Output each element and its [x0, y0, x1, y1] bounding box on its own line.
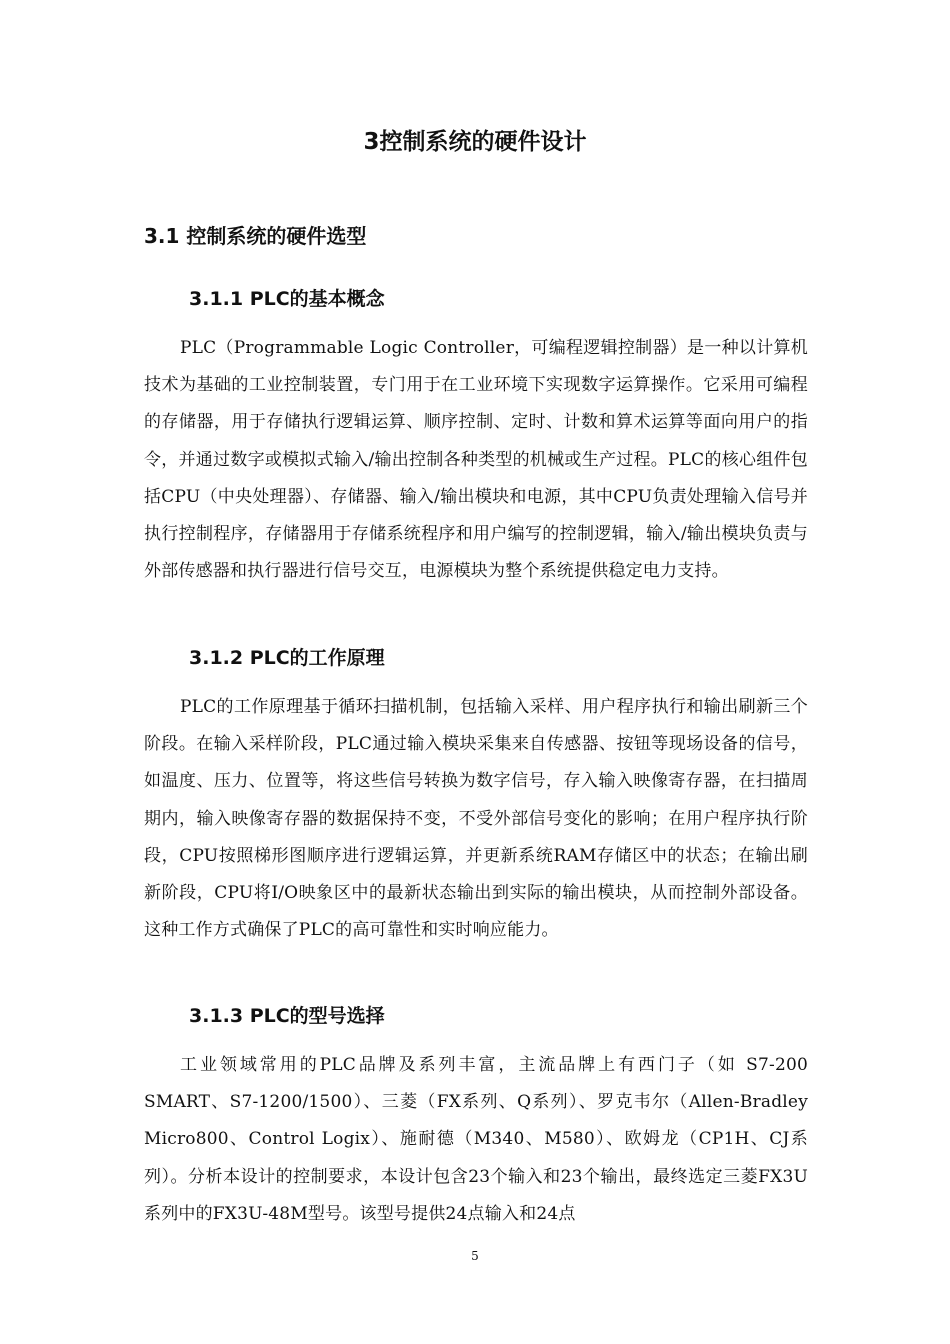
chapter-title: 3控制系统的硬件设计 [363, 129, 587, 155]
subsection-heading-3-1-1: 3.1.1 PLC的基本概念 [189, 288, 385, 310]
paragraph-plc-working-principle: PLC的工作原理基于循环扫描机制，包括输入采样、用户程序执行和输出刷新三个阶段。在输入采样阶段，PLC通过输入模块采集来自传感器、按钮等现场设备的信号，如温度、压力、位置等，将这些信号转换为数字信号，存入输入映像寄存器，在扫描周期内，输入映像寄存器的数据保持不变，不受外部信号变化的影响；在用户程序执行阶段，CPU按照梯形图顺序进行逻辑运算，并更新系统RAM存储区中的状态；在输出刷新阶段，CPU将I/O映象区中的最新状态输出到实际的输出模块，从而控制外部设备。这种工作方式确保了PLC的高可靠性和实时响应能力。 [144, 697, 808, 941]
section-heading: 3.1 控制系统的硬件选型 [144, 224, 367, 248]
subsection-heading-3-1-3: 3.1.3 PLC的型号选择 [189, 1005, 385, 1027]
paragraph-plc-basic-concept: PLC（Programmable Logic Controller，可编程逻辑控制器）是一种以计算机技术为基础的工业控制装置，专门用于在工业环境下实现数字运算操作。它采用可编程的存储器，用于存储执行逻辑运算、顺序控制、定时、计数和算术运算等面向用户的指令，并通过数字或模拟式输入/输出控制各种类型的机械或生产过程。PLC的核心组件包括CPU（中央处理器）、存储器、输入/输出模块和电源，其中CPU负责处理输入信号并执行控制程序，存储器用于存储系统程序和用户编写的控制逻辑，输入/输出模块负责与外部传感器和执行器进行信号交互，电源模块为整个系统提供稳定电力支持。 [144, 338, 808, 582]
paragraph-plc-model-selection: 工业领域常用的PLC品牌及系列丰富，主流品牌上有西门子（如 S7-200 SMART、S7-1200/1500）、三菱（FX系列、Q系列）、罗克韦尔（Allen-Bradley Micro800、Control Logix）、施耐德（M340、M580）、欧姆龙（CP1H、CJ系列）。分析本设计的控制要求，本设计包含23个输入和23个输出，最终选定三菱FX3U系列中的FX3U-48M型号。该型号提供24点输入和24点 [144, 1055, 808, 1224]
page-number: 5 [471, 1249, 479, 1263]
subsection-heading-3-1-2: 3.1.2 PLC的工作原理 [189, 647, 385, 669]
